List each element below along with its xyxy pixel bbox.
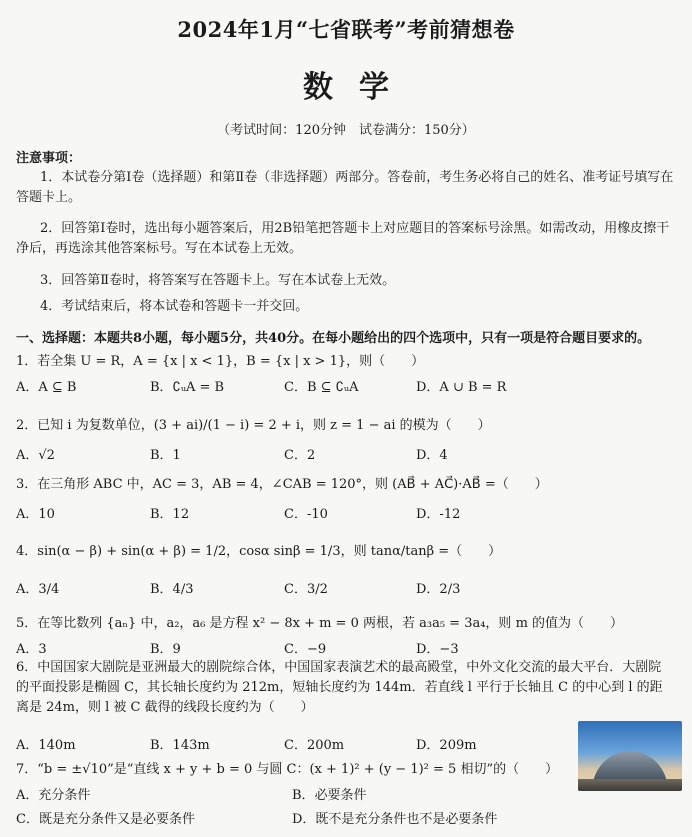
notice-item-2: 2．回答第Ⅰ卷时，选出每小题答案后，用2B铅笔把答题卡上对应题目的答案标号涂黑。如需改动，用橡皮擦干净后，再选涂其他答案标号。写在本试卷上无效。 (16, 221, 670, 256)
q1-option-a: A．A ⊆ B (16, 380, 77, 395)
q7-option-b: B．必要条件 (292, 788, 367, 803)
q2-option-d: D．4 (416, 448, 448, 463)
q3-option-d: D．-12 (416, 507, 461, 522)
question-1: 1．若全集 U = R，A = {x | x < 1}，B = {x | x > 1}，则（ ） (16, 354, 425, 369)
q7-option-d: D．既不是充分条件也不是必要条件 (292, 812, 498, 827)
question-2: 2．已知 i 为复数单位，(3 + ai)/(1 − i) = 2 + i，则 z = 1 − ai 的模为（ ） (16, 418, 491, 433)
q5-option-b: B．9 (150, 642, 181, 657)
q4-option-b: B．4/3 (150, 582, 194, 597)
q4-option-c: C．3/2 (284, 582, 328, 597)
q6-option-c: C．200m (284, 738, 345, 753)
q1-option-b: B．∁ᵤA = B (150, 380, 225, 395)
theater-water-shape (578, 779, 682, 791)
exam-title: 2024年1月“七省联考”考前猜想卷 (177, 17, 515, 42)
q1-option-d: D．A ∪ B = R (416, 380, 507, 395)
question-6: 6．中国国家大剧院是亚洲最大的剧院综合体，中国国家表演艺术的最高殿堂，中外文化交流的最大平台．大剧院的平面投影是椭圆 C，其长轴长度约为 212m，短轴长度约为 144m．若直线 l 平行于长轴且 C 的中心到 l 的距离是 24m，则 l 被 C 截得的线段长度约为（ ） (16, 660, 663, 715)
q5-option-d: D．−3 (416, 642, 459, 657)
q2-option-b: B．1 (150, 448, 181, 463)
notices-heading: 注意事项： (16, 151, 82, 166)
q3-option-c: C．-10 (284, 507, 328, 522)
q2-option-a: A．√2 (16, 448, 55, 463)
q3-option-a: A．10 (16, 507, 55, 522)
q5-option-c: C．−9 (284, 642, 327, 657)
question-7: 7．“b = ±√10”是“直线 x + y + b = 0 与圆 C：(x + 1)² + (y − 1)² = 5 相切”的（ ） (16, 762, 559, 777)
subject-title: 数学 (303, 70, 415, 105)
theater-photo (578, 721, 682, 791)
q6-option-b: B．143m (150, 738, 210, 753)
question-3: 3．在三角形 ABC 中，AC = 3，AB = 4，∠CAB = 120°，则 (AB⃗ + AC⃗)·AB⃗ =（ ） (16, 477, 548, 492)
q2-option-c: C．2 (284, 448, 316, 463)
notice-item-3: 3．回答第Ⅱ卷时，将答案写在答题卡上。写在本试卷上无效。 (40, 273, 396, 288)
q6-option-a: A．140m (16, 738, 76, 753)
q4-option-a: A．3/4 (16, 582, 60, 597)
q4-option-d: D．2/3 (416, 582, 461, 597)
q1-option-c: C．B ⊆ ∁ᵤA (284, 380, 359, 395)
notice-item-1: 1．本试卷分第Ⅰ卷（选择题）和第Ⅱ卷（非选择题）两部分。答卷前，考生务必将自己的姓名、准考证号填写在答题卡上。 (16, 170, 674, 205)
exam-info: （考试时间：120分钟 试卷满分：150分） (217, 123, 475, 138)
q7-option-c: C．既是充分条件又是必要条件 (16, 812, 195, 827)
question-4: 4．sin(α − β) + sin(α + β) = 1/2，cosα sinβ = 1/3，则 tanα/tanβ =（ ） (16, 544, 502, 559)
notice-item-4: 4．考试结束后，将本试卷和答题卡一并交回。 (40, 299, 309, 314)
question-5: 5．在等比数列 {aₙ} 中，a₂，a₆ 是方程 x² − 8x + m = 0 两根，若 a₃a₅ = 3a₄，则 m 的值为（ ） (16, 616, 624, 631)
q6-option-d: D．209m (416, 738, 477, 753)
q3-option-b: B．12 (150, 507, 190, 522)
q5-option-a: A．3 (16, 642, 47, 657)
q7-option-a: A．充分条件 (16, 788, 91, 803)
section-heading: 一、选择题：本题共8小题，每小题5分，共40分。在每小题给出的四个选项中，只有一项是符合题目要求的。 (16, 331, 651, 346)
